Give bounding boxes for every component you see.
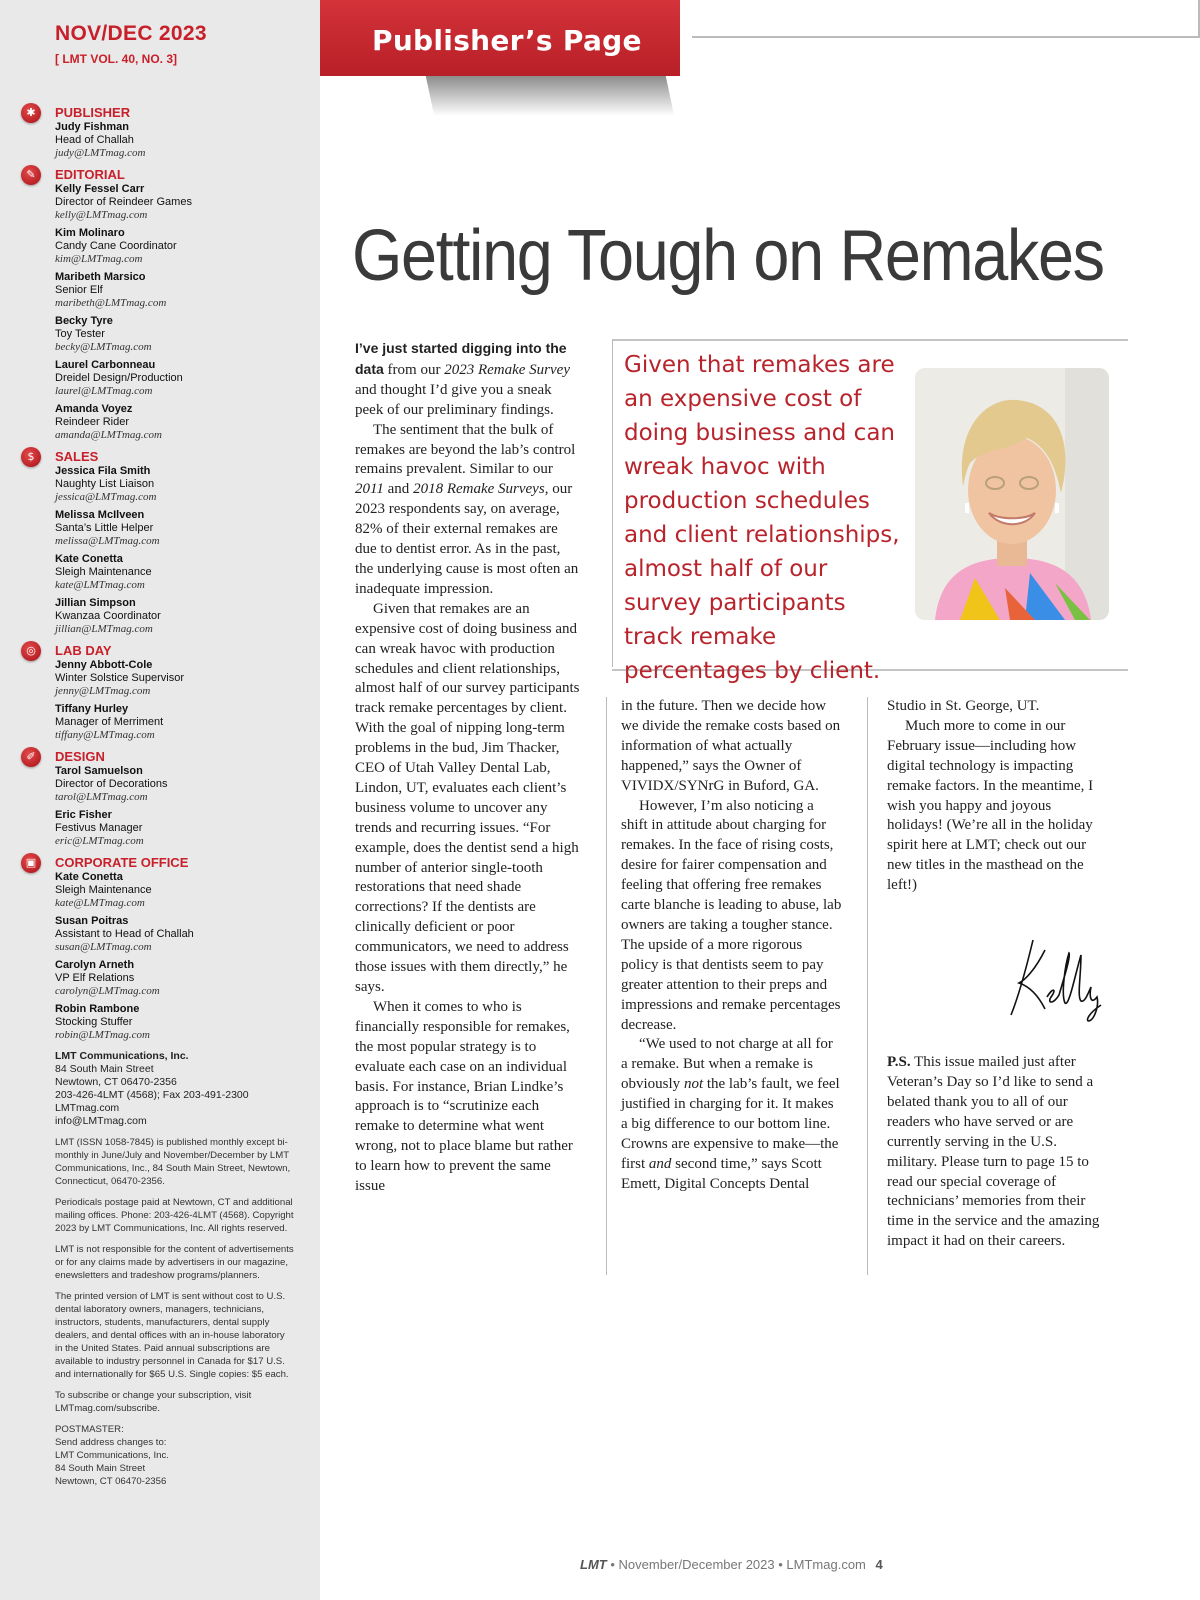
staff-email: judy@LMTmag.com — [55, 147, 146, 159]
staff-entry — [0, 359, 320, 398]
banner-label: Publisher’s Page — [372, 24, 642, 57]
pullquote-left-rule — [612, 339, 613, 667]
staff-email: kelly@LMTmag.com — [55, 209, 148, 221]
staff-entry — [0, 271, 320, 310]
page-number: 4 — [875, 1557, 883, 1572]
pullquote-top-rule — [612, 339, 1128, 341]
article-column-2 — [621, 697, 843, 1195]
masthead-section — [0, 642, 320, 742]
staff-role: Dreidel Design/Production — [55, 372, 183, 384]
italic-run: 2011 — [355, 481, 384, 498]
signature-image — [1005, 935, 1115, 1025]
dollar-icon: $ — [21, 447, 41, 467]
staff-name: Amanda Voyez — [55, 403, 133, 415]
staff-role: Festivus Manager — [55, 822, 143, 834]
column-divider — [867, 697, 868, 1275]
fine-print: Periodicals postage paid at Newtown, CT and additional mailing offices. Phone: 203-426-4LMT (4568). Copyright 2023 by LMT Communications, Inc. All rights reserved. — [55, 1197, 294, 1234]
staff-name: Carolyn Arneth — [55, 959, 135, 971]
staff-role: Reindeer Rider — [55, 416, 129, 428]
postmaster-line: LMT Communications, Inc. — [55, 1450, 169, 1461]
company-name: LMT Communications, Inc. — [55, 1050, 189, 1062]
signature — [1005, 935, 1115, 1030]
staff-role: Sleigh Maintenance — [55, 884, 152, 896]
section-banner — [320, 0, 680, 76]
masthead-section — [0, 854, 320, 1042]
staff-email: melissa@LMTmag.com — [55, 535, 160, 547]
staff-role: Assistant to Head of Challah — [55, 928, 194, 940]
paragraph — [621, 1035, 843, 1194]
footer-separator: • — [778, 1557, 783, 1572]
staff-role: Director of Reindeer Games — [55, 196, 192, 208]
staff-name: Tarol Samuelson — [55, 765, 143, 777]
issue-volume: [ LMT VOL. 40, NO. 3] — [55, 52, 178, 66]
text-run: and — [383, 481, 414, 498]
globe-icon: ◎ — [21, 641, 41, 661]
staff-email: jessica@LMTmag.com — [55, 491, 157, 503]
staff-name: Tiffany Hurley — [55, 703, 129, 715]
lead-in: I’ve just started digging into the data — [355, 340, 567, 377]
text-run: “We used to not charge at all for a remake. But when a remake is obviously — [621, 1036, 833, 1093]
staff-name: Jenny Abbott-Cole — [55, 659, 153, 671]
column-divider — [606, 697, 607, 1275]
staff-name: Eric Fisher — [55, 809, 112, 821]
staff-role: Head of Challah — [55, 134, 134, 146]
staff-entry — [0, 227, 320, 266]
text-run: and thought I’d give you a sneak peek of our preliminary findings. — [355, 381, 554, 418]
footer-issue: November/December 2023 — [618, 1557, 775, 1572]
postscript — [887, 1053, 1109, 1252]
staff-role: Toy Tester — [55, 328, 105, 340]
postmaster-line: 84 South Main Street — [55, 1463, 146, 1474]
staff-role: Candy Cane Coordinator — [55, 240, 177, 252]
masthead-section-header — [0, 748, 320, 765]
star-icon: ✱ — [21, 103, 41, 123]
fine-print: LMT is not responsible for the content of advertisements or for any claims made by advertisers in our magazine, enewsletters and tradeshow programs/planners. — [55, 1244, 294, 1281]
staff-name: Susan Poitras — [55, 915, 129, 927]
staff-entry — [0, 183, 320, 222]
masthead-section — [0, 104, 320, 160]
staff-role: Sleigh Maintenance — [55, 566, 152, 578]
italic-run: not — [683, 1076, 704, 1093]
staff-entry — [0, 871, 320, 910]
company-line: LMTmag.com — [55, 1102, 120, 1114]
text-run: This issue mailed just after Veteran’s Day so I’d like to send a belated thank you to all of our readers who have served or are currently serving in the U.S. military. Please turn to page 15 to read our special coverage of technicians’ memories from their time in the service and the amazing impact it had on their careers. — [887, 1054, 1100, 1250]
staff-entry — [0, 597, 320, 636]
lead-paragraph — [355, 339, 580, 421]
masthead-sidebar — [0, 0, 320, 1600]
pullquote: Given that remakes are an expensive cost of doing business and can wreak havoc with production schedules and client relationships, almost half of our survey participants track remake percentages by client. — [624, 352, 900, 684]
staff-email: amanda@LMTmag.com — [55, 429, 162, 441]
fine-print: To subscribe or change your subscription, visit LMTmag.com/subscribe. — [55, 1390, 252, 1414]
brush-icon: ✐ — [21, 747, 41, 767]
footer-brand: LMT — [580, 1557, 607, 1572]
postmaster-line: POSTMASTER: — [55, 1424, 124, 1435]
masthead-section-header — [0, 104, 320, 121]
paragraph: Studio in St. George, UT. — [887, 698, 1040, 714]
staff-role: Naughty List Liaison — [55, 478, 155, 490]
paragraph: in the future. Then we decide how we divide the remake costs based on information of what actually happened,” says the Owner of VIVIDX/SYNrG in Buford, GA. — [621, 698, 841, 794]
text-run: The sentiment that the bulk of remakes are beyond the lab’s control remains prevalent. Similar to our — [355, 421, 576, 478]
masthead-section-title: PUBLISHER — [55, 105, 131, 120]
masthead-section-header — [0, 448, 320, 465]
staff-role: Santa’s Little Helper — [55, 522, 154, 534]
staff-role: Manager of Merriment — [55, 716, 164, 728]
staff-email: kim@LMTmag.com — [55, 253, 143, 265]
paragraph — [355, 421, 580, 600]
staff-role: VP Elf Relations — [55, 972, 135, 984]
staff-role: Senior Elf — [55, 284, 103, 296]
postmaster-line: Newtown, CT 06470-2356 — [55, 1476, 167, 1487]
masthead-section-header — [0, 166, 320, 183]
staff-email: maribeth@LMTmag.com — [55, 297, 167, 309]
italic-run: and — [648, 1155, 672, 1172]
staff-entry — [0, 659, 320, 698]
masthead-section-header — [0, 642, 320, 659]
fine-print: LMT (ISSN 1058-7845) is published monthly except bi-monthly in June/July and November/December by LMT Communications, Inc., 84 South Main Street, Newtown, Connecticut, 06470-2356. — [55, 1137, 291, 1187]
masthead-list — [0, 104, 320, 1488]
article-headline: Getting Tough on Remakes — [352, 216, 1104, 296]
staff-email: kate@LMTmag.com — [55, 897, 145, 909]
staff-email: kate@LMTmag.com — [55, 579, 145, 591]
paragraph: Much more to come in our February issue—including how digital technology is impacting remake factors. In the meantime, I wish you happy and joyous holidays! (We’re all in the holiday spirit here at LMT; check out our new titles in the masthead on the left!) — [887, 717, 1094, 894]
text-run: the lab’s fault, we feel justified in charging for it. It makes a big difference to our bottom line. Crowns are expensive to make—the first — [621, 1076, 840, 1172]
masthead-section — [0, 748, 320, 848]
footer-separator: • — [610, 1557, 615, 1572]
masthead-section — [0, 166, 320, 442]
staff-entry — [0, 465, 320, 504]
masthead-section-header — [0, 854, 320, 871]
masthead-section — [0, 448, 320, 636]
footer-site: LMTmag.com — [786, 1557, 866, 1572]
staff-name: Kelly Fessel Carr — [55, 183, 145, 195]
page-footer — [580, 1557, 883, 1572]
staff-email: tarol@LMTmag.com — [55, 791, 148, 803]
staff-entry — [0, 509, 320, 548]
company-line: info@LMTmag.com — [55, 1115, 147, 1127]
staff-entry — [0, 703, 320, 742]
postmaster-info — [0, 1423, 320, 1488]
staff-name: Melissa McIlveen — [55, 509, 145, 521]
staff-entry — [0, 315, 320, 354]
staff-email: tiffany@LMTmag.com — [55, 729, 155, 741]
masthead-section-title: DESIGN — [55, 749, 105, 764]
staff-email: laurel@LMTmag.com — [55, 385, 153, 397]
staff-email: robin@LMTmag.com — [55, 1029, 150, 1041]
paragraph: However, I’m also noticing a shift in attitude about charging for remakes. In the face of rising costs, desire for fairer compensation and feeling that offering free remakes carte blanche is leading to abuse, lab owners are taking a tougher stance. The upside of a more rigorous policy is that dentists seem to pay greater attention to their preps and impressions and remake percentages decrease. — [621, 797, 842, 1033]
masthead-section-title: EDITORIAL — [55, 167, 125, 182]
staff-email: susan@LMTmag.com — [55, 941, 152, 953]
staff-email: eric@LMTmag.com — [55, 835, 144, 847]
staff-entry — [0, 1003, 320, 1042]
text-run: from our — [383, 361, 445, 378]
staff-entry — [0, 959, 320, 998]
building-icon: ▣ — [21, 853, 41, 873]
publisher-photo — [915, 368, 1109, 620]
staff-entry — [0, 915, 320, 954]
staff-entry — [0, 121, 320, 160]
staff-name: Kate Conetta — [55, 871, 123, 883]
fine-print: The printed version of LMT is sent without cost to U.S. dental laboratory owners, managers, technicians, instructors, students, manufacturers, dental supply dealers, and dental offices with an in-house laboratory in the United States. Paid annual subscriptions are available to industry personnel in Canada for $17 U.S. and internationally for $65 U.S. Single copies: $5 each. — [55, 1291, 289, 1380]
top-rule — [692, 36, 1200, 38]
staff-name: Laurel Carbonneau — [55, 359, 156, 371]
staff-name: Judy Fishman — [55, 121, 129, 133]
staff-role: Kwanzaa Coordinator — [55, 610, 161, 622]
italic-run: 2023 Remake Survey — [444, 361, 570, 378]
staff-name: Becky Tyre — [55, 315, 113, 327]
text-run: , our 2023 respondents say, on average, 82% of their external remakes are due to dentist error. As in the past, the underlying cause is most often an inadequate impression. — [355, 481, 579, 597]
staff-email: jenny@LMTmag.com — [55, 685, 151, 697]
staff-role: Winter Solstice Supervisor — [55, 672, 184, 684]
paragraph: When it comes to who is financially responsible for remakes, the most popular strategy is to evaluate each case on an individual basis. For instance, Brian Lindke’s approach is to “scrutinize each remake to determine what went wrong, not to place blame but rather to learn how to prevent the same issue — [355, 998, 573, 1195]
staff-entry — [0, 765, 320, 804]
staff-entry — [0, 809, 320, 848]
staff-role: Director of Decorations — [55, 778, 168, 790]
banner-shadow — [426, 76, 675, 116]
staff-name: Jessica Fila Smith — [55, 465, 151, 477]
masthead-section-title: LAB DAY — [55, 643, 112, 658]
staff-name: Jillian Simpson — [55, 597, 136, 609]
ps-label: P.S. — [887, 1054, 911, 1071]
article-column-1 — [355, 339, 580, 1197]
staff-name: Kim Molinaro — [55, 227, 125, 239]
staff-name: Kate Conetta — [55, 553, 123, 565]
pencil-icon: ✎ — [21, 165, 41, 185]
staff-entry — [0, 553, 320, 592]
staff-name: Robin Rambone — [55, 1003, 140, 1015]
staff-email: becky@LMTmag.com — [55, 341, 152, 353]
italic-run: 2018 Remake Surveys — [413, 481, 545, 498]
masthead-section-title: SALES — [55, 449, 99, 464]
staff-name: Maribeth Marsico — [55, 271, 146, 283]
staff-email: jillian@LMTmag.com — [55, 623, 153, 635]
staff-entry — [0, 403, 320, 442]
paragraph: Given that remakes are an expensive cost of doing business and can wreak havoc with production schedules and client relationships, almost half of our survey participants track remake percentages by client. With the goal of nipping long-term problems in the bud, Jim Thacker, CEO of Utah Valley Dental Lab, Lindon, UT, evaluates each client’s business volume to uncover any trends and recurring issues. “For example, does the dentist send a high number of anterior single-tooth restorations that need shade corrections? If the dentists are clinically deficient or poor communicators, we need to address those issues with them directly,” he says. — [355, 600, 580, 995]
staff-email: carolyn@LMTmag.com — [55, 985, 160, 997]
company-line: 84 South Main Street — [55, 1063, 154, 1075]
company-info — [0, 1050, 320, 1128]
company-line: 203-426-4LMT (4568); Fax 203-491-2300 — [55, 1089, 249, 1101]
company-line: Newtown, CT 06470-2356 — [55, 1076, 177, 1088]
issue-date: NOV/DEC 2023 — [55, 22, 207, 45]
text-run: second time,” says Scott Emett, Digital Concepts Dental — [621, 1155, 822, 1192]
postmaster-line: Send address changes to: — [55, 1437, 167, 1448]
masthead-section-title: CORPORATE OFFICE — [55, 855, 189, 870]
portrait-illustration — [915, 368, 1109, 620]
staff-role: Stocking Stuffer — [55, 1016, 133, 1028]
